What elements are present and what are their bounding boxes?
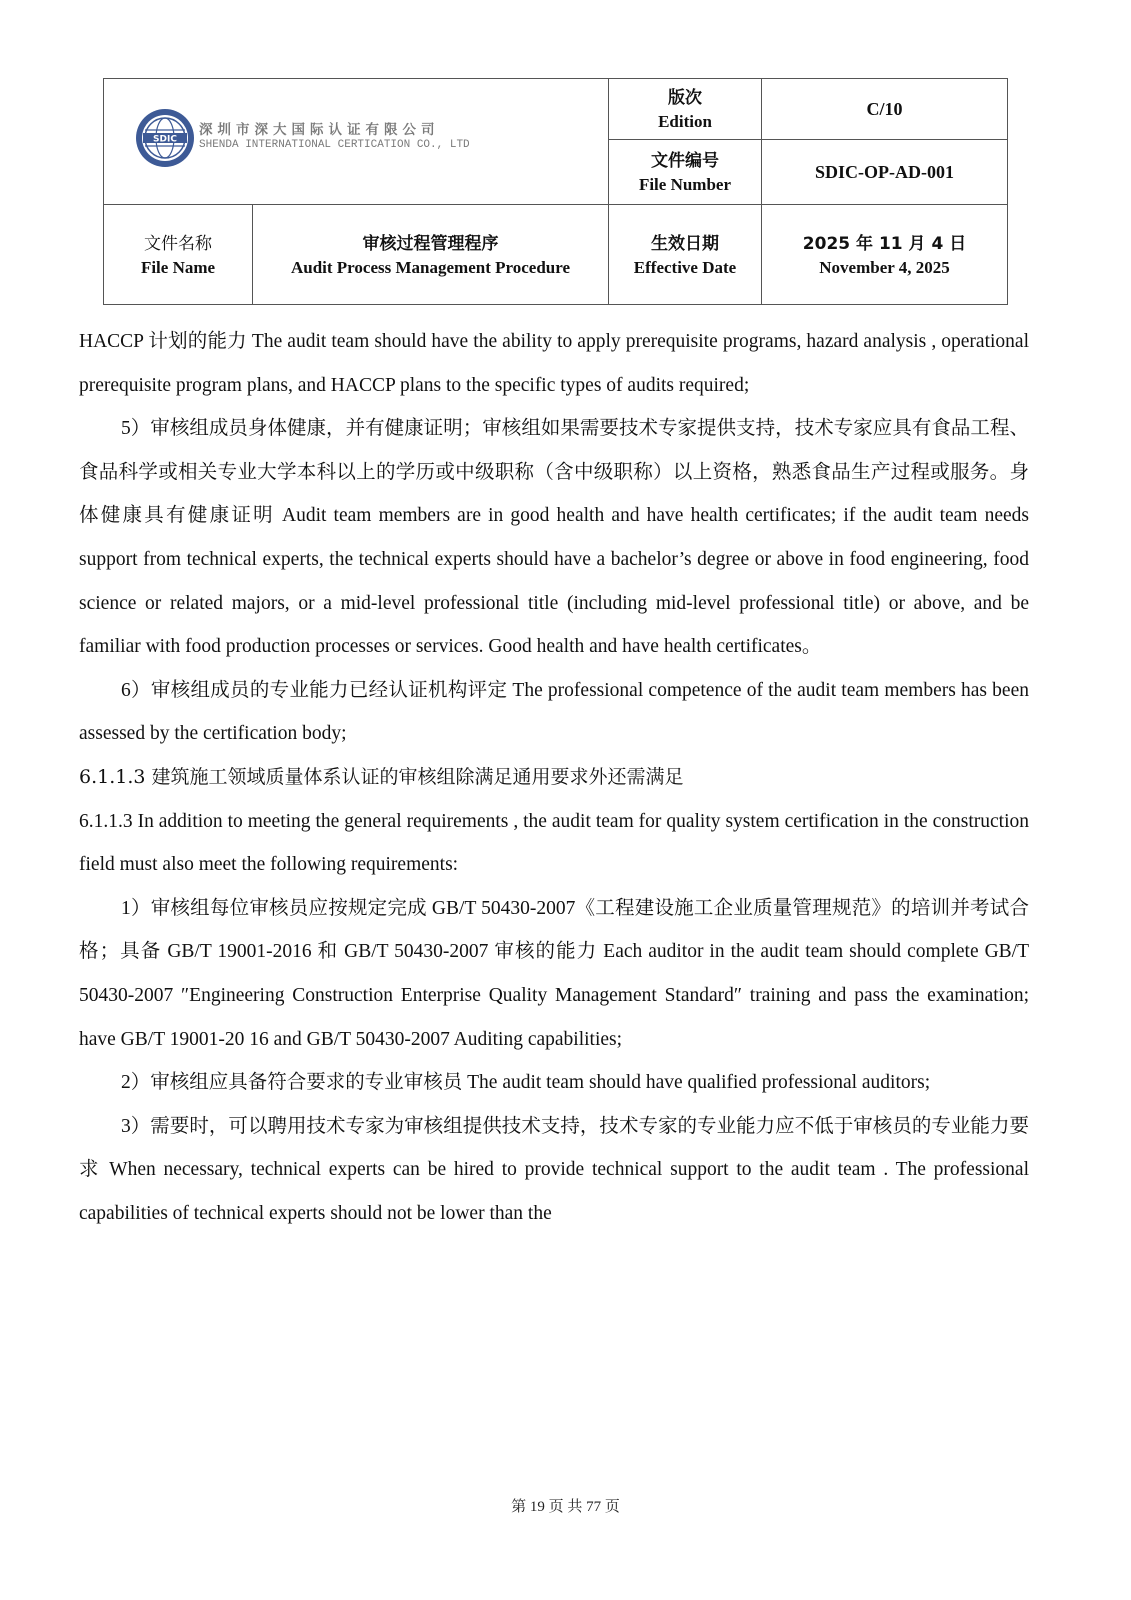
file-name-label-en: File Name: [140, 257, 216, 277]
effective-date-label-cell: [609, 205, 762, 305]
company-name-cn: 深圳市深大国际认证有限公司: [199, 122, 440, 139]
file-name-label-cell: [104, 205, 253, 305]
file-number-value: SDIC-OP-AD-001: [815, 161, 954, 182]
file-name-value-cn: 审核过程管理程序: [362, 233, 499, 254]
file-number-label-cn: 文件编号: [651, 151, 719, 171]
edition-label-en: Edition: [658, 112, 712, 131]
paragraph-item-2-auditors: 2）审核组应具备符合要求的专业审核员 The audit team should have qualified professional auditors;: [121, 1072, 931, 1094]
file-name-label-cn: 文件名称: [144, 233, 212, 254]
effective-date-value-en: November 4, 2025: [819, 257, 950, 277]
file-name-value-cell: [253, 205, 609, 305]
paragraph-item-3-experts: 3）需要时，可以聘用技术专家为审核组提供技术支持，技术专家的专业能力应不低于审核员的专业能力要求 When necessary, technical experts can be hired to provide technical support to the audit team . The professional capabilities of technical experts should not be lower than the: [79, 1115, 1029, 1224]
effective-date-value-cell: [762, 205, 1008, 305]
file-number-label-en: File Number: [638, 175, 732, 194]
paragraph-haccp-ability: HACCP 计划的能力 The audit team should have the ability to apply prerequisite programs, hazard analysis , operational prerequisite program plans, and HACCP plans to the specific types of audits required;: [79, 331, 1029, 396]
paragraph-item-6-competence: 6）审核组成员的专业能力已经认证机构评定 The professional competence of the audit team members has been assessed by the certification body;: [79, 679, 1029, 745]
file-number-value-cell: [762, 140, 1008, 205]
file-name-value-en: Audit Process Management Procedure: [290, 257, 571, 277]
edition-value: C/10: [866, 98, 903, 119]
edition-label-cn: 版次: [668, 88, 702, 108]
paragraph-item-5-health: 5）审核组成员身体健康，并有健康证明；审核组如果需要技术专家提供支持，技术专家应具有食品工程、食品科学或相关专业大学本科以上的学历或中级职称（含中级职称）以上资格，熟悉食品生产过程或服务。身体健康具有健康证明 Audit team members are in good health and have health certificates; if the audit team needs support from technical experts, the technical experts should have a bachelor’s degree or above in food engineering, food science or related majors, or a mid-level professional title (including mid-level professional title) or above, and be familiar with food production processes or services. Good health and have health certificates。: [79, 418, 1029, 658]
page-number-footer: 第 19 页 共 77 页: [511, 1499, 620, 1515]
document-body: [79, 320, 1029, 1235]
sdic-logo-icon: [134, 107, 196, 169]
section-heading-6-1-1-3-cn: 6.1.1.3 建筑施工领域质量体系认证的审核组除满足通用要求外还需满足: [79, 765, 684, 788]
file-number-label-cell: [609, 140, 762, 205]
document-header-table: [103, 78, 1008, 305]
effective-date-label-cn: 生效日期: [651, 233, 719, 254]
paragraph-item-1-training: 1）审核组每位审核员应按规定完成 GB/T 50430-2007《工程建设施工企业质量管理规范》的培训并考试合格；具备 GB/T 19001-2016 和 GB/T 50430-2007 审核的能力 Each auditor in the audit team should complete GB/T 50430-2007 ″Engineering Construction Enterprise Quality Management Standard″ training and pass the examination; have GB/T 19001-20 16 and GB/T 50430-2007 Auditing capabilities;: [79, 897, 1029, 1050]
effective-date-value-cn: 2025 年 11 月 4 日: [802, 233, 967, 254]
company-name-en: SHENDA INTERNATIONAL CERTICATION CO., LTD: [199, 139, 470, 152]
svg-text:SDIC: SDIC: [153, 134, 177, 144]
company-logo-cell: [104, 79, 609, 205]
effective-date-label-en: Effective Date: [633, 257, 737, 277]
section-heading-6-1-1-3-en: 6.1.1.3 In addition to meeting the general requirements , the audit team for quality system certification in the construction field must also meet the following requirements:: [79, 810, 1029, 876]
edition-label-cell: [609, 79, 762, 140]
edition-value-cell: [762, 79, 1008, 140]
